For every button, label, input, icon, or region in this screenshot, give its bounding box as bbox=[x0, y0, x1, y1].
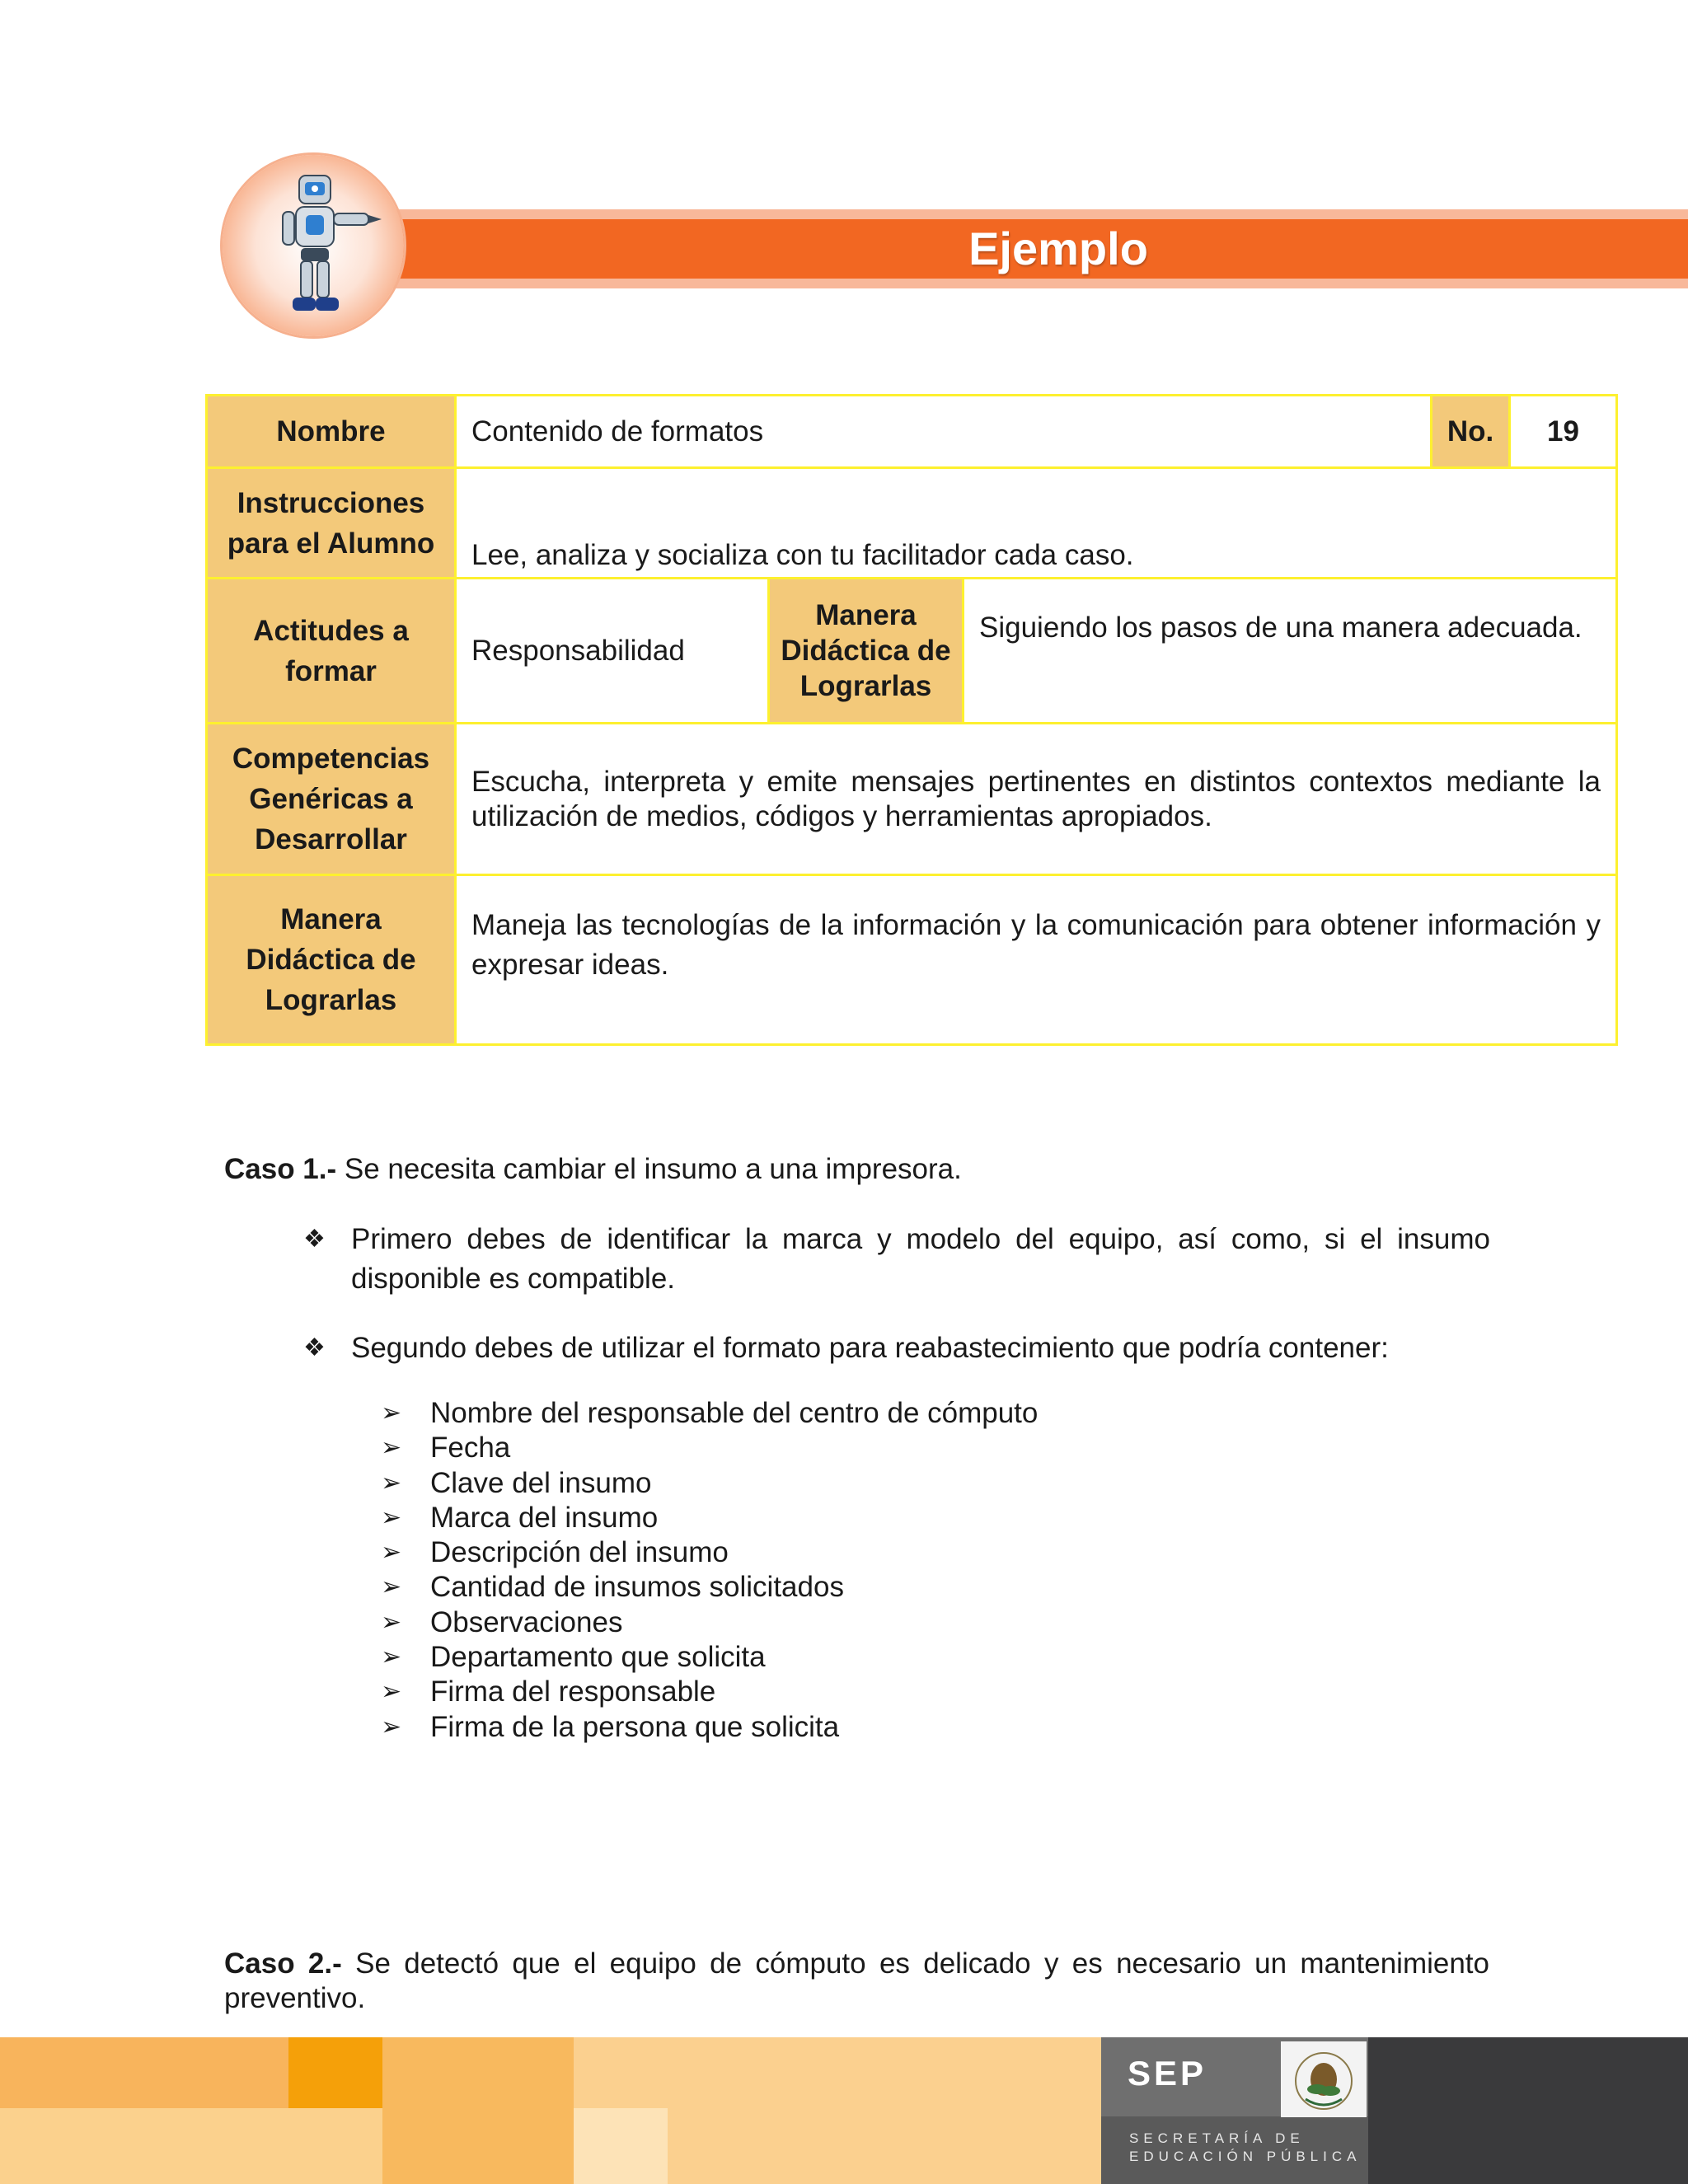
caso2-text: Se detectó que el equipo de cómputo es delicado y es necesario un mantenimiento preventivo. bbox=[224, 1947, 1490, 2014]
list-item: ➢ Fecha bbox=[381, 1431, 1038, 1465]
list-item: ➢ Departamento que solicita bbox=[381, 1640, 1038, 1675]
robot-pointing-icon bbox=[260, 167, 383, 324]
list-item: ➢ Descripción del insumo bbox=[381, 1535, 1038, 1570]
arrow-bullet-icon: ➢ bbox=[381, 1713, 402, 1741]
caso1-bullet-2 bbox=[303, 1329, 1490, 1368]
actitudes-value: Responsabilidad bbox=[456, 579, 769, 724]
caso1-text: Se necesita cambiar el insumo a una impresora. bbox=[336, 1153, 962, 1185]
caso1-label: Caso 1.- bbox=[224, 1153, 337, 1185]
manera-value: Maneja las tecnologías de la información y la comunicación para obtener información y expresar ideas. bbox=[456, 875, 1617, 1045]
info-table bbox=[205, 394, 1618, 1046]
sep-logo-text: SEP bbox=[1128, 2054, 1207, 2093]
arrow-bullet-icon: ➢ bbox=[381, 1434, 402, 1462]
arrow-bullet-icon: ➢ bbox=[381, 1399, 402, 1427]
list-item: ➢ Nombre del responsable del centro de cómputo bbox=[381, 1396, 1038, 1431]
list-item: ➢ Observaciones bbox=[381, 1605, 1038, 1640]
list-item: ➢ Firma de la persona que solicita bbox=[381, 1710, 1038, 1745]
caso1-heading bbox=[224, 1150, 1489, 1189]
nombre-label: Nombre bbox=[207, 396, 456, 468]
diamond-bullet-icon: ❖ bbox=[303, 1226, 326, 1253]
list-item: ➢ Cantidad de insumos solicitados bbox=[381, 1570, 1038, 1605]
mascot-badge bbox=[223, 155, 404, 336]
manera-label: Manera Didáctica de Lograrlas bbox=[207, 875, 456, 1045]
mexican-eagle-seal-icon bbox=[1281, 2041, 1367, 2117]
caso1-bullet-1 bbox=[303, 1220, 1490, 1299]
list-item: ➢ Clave del insumo bbox=[381, 1466, 1038, 1501]
sep-line-2: EDUCACIÓN PÚBLICA bbox=[1129, 2149, 1362, 2164]
caso2-heading bbox=[224, 1947, 1489, 2016]
arrow-bullet-icon: ➢ bbox=[381, 1469, 402, 1497]
manera-inner-label: Manera Didáctica de Lograrlas bbox=[769, 579, 964, 724]
bullet-text: Primero debes de identificar la marca y modelo del equipo, así como, si el insumo disponible es compatible. bbox=[351, 1223, 1490, 1295]
competencias-value: Escucha, interpreta y emite mensajes pertinentes en distintos contextos mediante la utilización de medios, códigos y herramientas apropiados. bbox=[456, 724, 1617, 875]
arrow-bullet-icon: ➢ bbox=[381, 1573, 402, 1601]
instrucciones-value: Lee, analiza y socializa con tu facilitador cada caso. bbox=[456, 468, 1617, 579]
arrow-bullet-icon: ➢ bbox=[381, 1539, 402, 1567]
arrow-bullet-icon: ➢ bbox=[381, 1678, 402, 1706]
header-banner bbox=[223, 155, 1512, 344]
arrow-bullet-icon: ➢ bbox=[381, 1503, 402, 1531]
instrucciones-label: Instrucciones para el Alumno bbox=[207, 468, 456, 579]
manera-inner-value: Siguiendo los pasos de una manera adecuada. bbox=[964, 579, 1617, 724]
sep-line-1: SECRETARÍA DE bbox=[1129, 2130, 1305, 2146]
no-value: 19 bbox=[1510, 396, 1617, 468]
page-title: Ejemplo bbox=[968, 223, 1148, 274]
list-item: ➢ Marca del insumo bbox=[381, 1501, 1038, 1535]
arrow-bullet-icon: ➢ bbox=[381, 1643, 402, 1671]
competencias-label: Competencias Genéricas a Desarrollar bbox=[207, 724, 456, 875]
diamond-bullet-icon: ❖ bbox=[303, 1334, 326, 1361]
bullet-text: Segundo debes de utilizar el formato para reabastecimiento que podría contener: bbox=[351, 1332, 1389, 1364]
caso2-label: Caso 2.- bbox=[224, 1947, 342, 1980]
formato-fields-list bbox=[381, 1396, 1038, 1745]
arrow-bullet-icon: ➢ bbox=[381, 1608, 402, 1636]
footer-band bbox=[0, 2037, 1688, 2184]
actitudes-label: Actitudes a formar bbox=[207, 579, 456, 724]
no-label: No. bbox=[1432, 396, 1510, 468]
list-item: ➢ Firma del responsable bbox=[381, 1675, 1038, 1709]
nombre-value: Contenido de formatos bbox=[456, 396, 1432, 468]
